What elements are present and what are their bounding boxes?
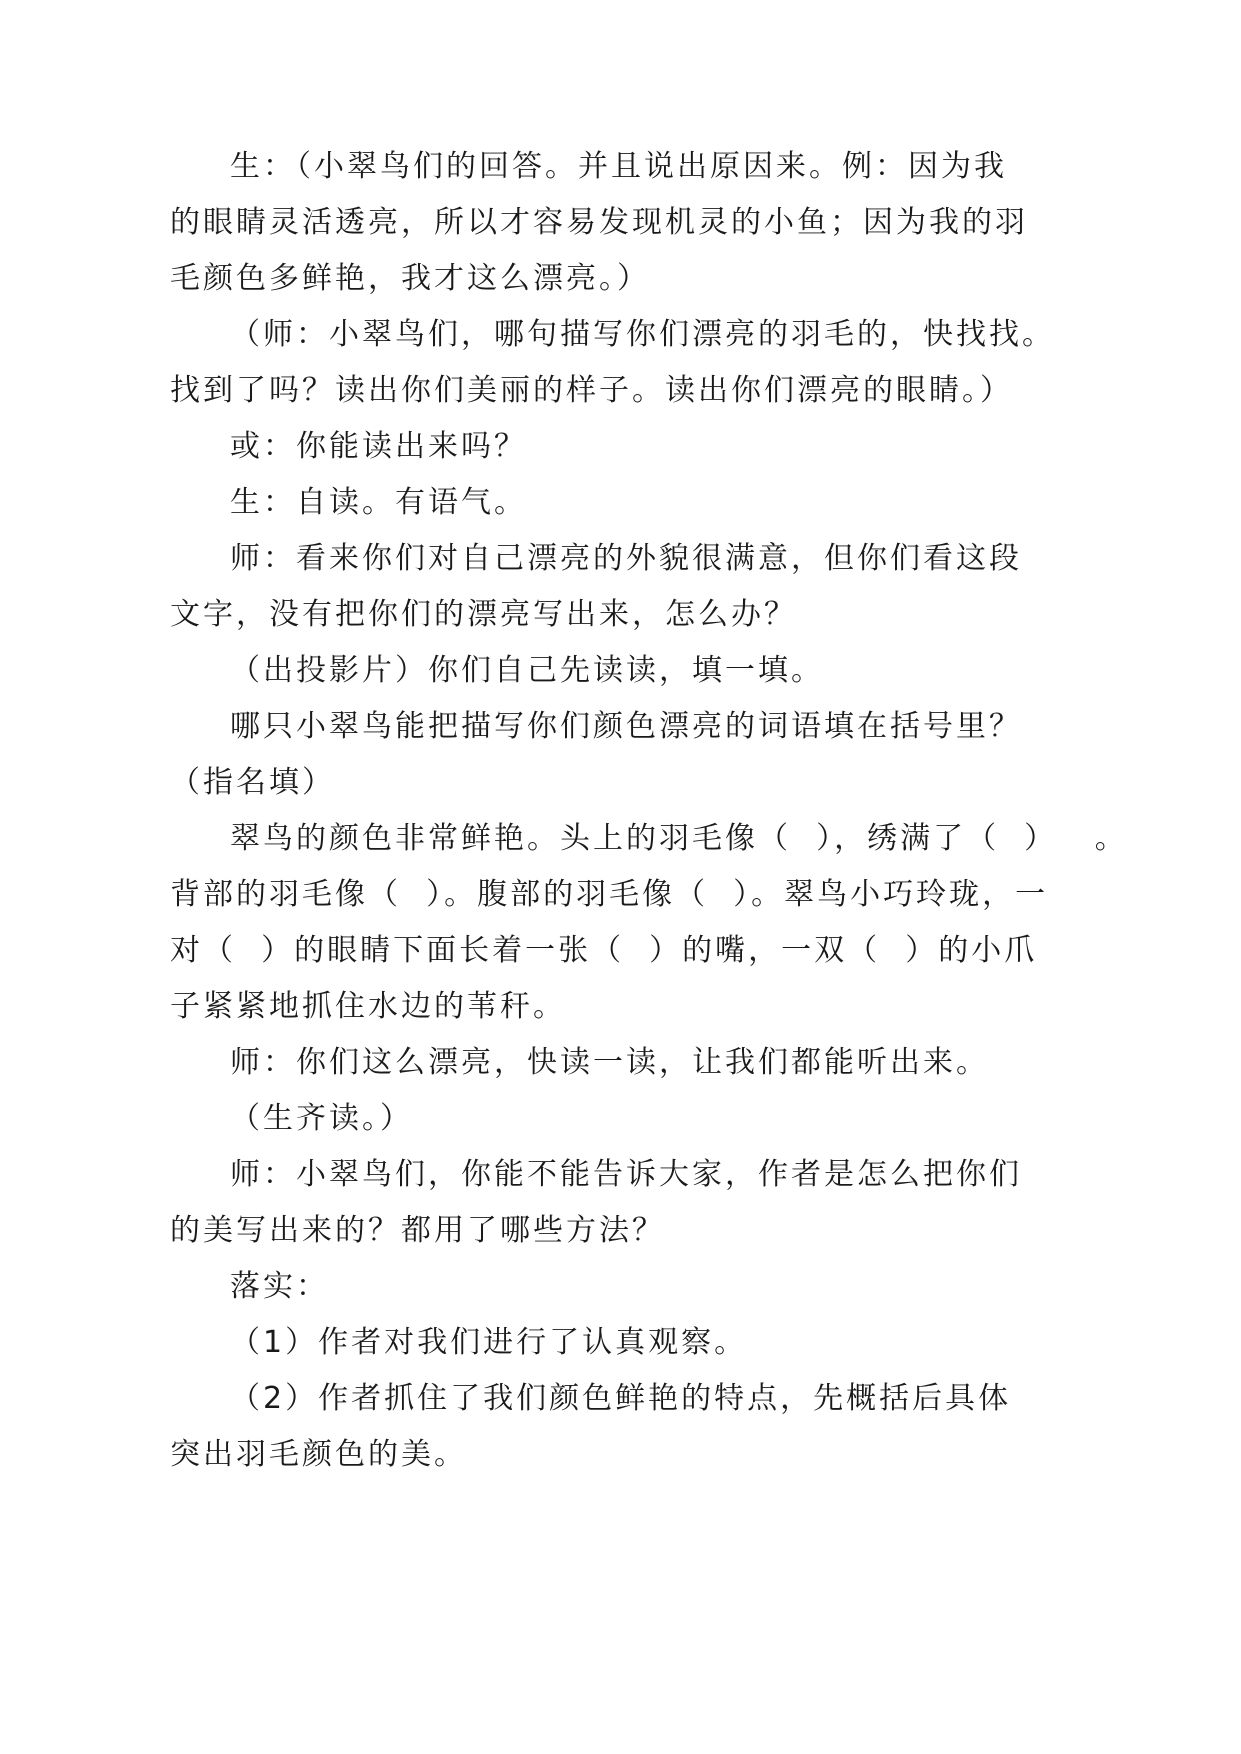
text-line-18: （生齐读。）	[230, 1101, 413, 1136]
text-line-4: （师：小翠鸟们，哪句描写你们漂亮的羽毛的，快找找。	[230, 317, 1055, 352]
text-line-8: 师：看来你们对自己漂亮的外貌很满意，但你们看这段	[230, 541, 1022, 576]
text-line-21: 落实：	[230, 1269, 329, 1304]
text-line-3: 毛颜色多鲜艳，我才这么漂亮。）	[170, 261, 650, 296]
text-line-16: 子紧紧地抓住水边的苇秆。	[170, 989, 566, 1024]
text-line-7: 生：自读。有语气。	[230, 485, 527, 520]
text-line-20: 的美写出来的？都用了哪些方法？	[170, 1213, 665, 1248]
text-line-24: 突出羽毛颜色的美。	[170, 1437, 467, 1472]
text-line-9: 文字，没有把你们的漂亮写出来，怎么办？	[170, 597, 797, 632]
text-line-17: 师：你们这么漂亮，快读一读，让我们都能听出来。	[230, 1045, 989, 1080]
text-line-10: （出投影片）你们自己先读读，填一填。	[230, 653, 824, 688]
text-line-12: （指名填）	[170, 765, 335, 800]
text-line-1: 生：（小翠鸟们的回答。并且说出原因来。例：因为我	[230, 149, 1007, 184]
text-line-2: 的眼睛灵活透亮，所以才容易发现机灵的小鱼；因为我的羽	[170, 205, 1028, 240]
text-line-5: 找到了吗？读出你们美丽的样子。读出你们漂亮的眼睛。）	[170, 373, 1013, 408]
text-line-14: 背部的羽毛像（ ）。腹部的羽毛像（ ）。翠鸟小巧玲珑，一	[170, 877, 1049, 912]
text-line-15: 对（ ）的眼睛下面长着一张（ ）的嘴，一双（ ）的小爪	[170, 933, 1038, 968]
text-line-22: （1）作者对我们进行了认真观察。	[230, 1325, 748, 1360]
text-line-11: 哪只小翠鸟能把描写你们颜色漂亮的词语填在括号里？	[230, 709, 1022, 744]
text-line-23: （2）作者抓住了我们颜色鲜艳的特点，先概括后具体	[230, 1381, 1012, 1416]
text-line-19: 师：小翠鸟们，你能不能告诉大家，作者是怎么把你们	[230, 1157, 1022, 1192]
text-line-6: 或：你能读出来吗？	[230, 429, 527, 464]
text-line-13: 翠鸟的颜色非常鲜艳。头上的羽毛像（ ），绣满了（ ） 。	[230, 821, 1128, 856]
